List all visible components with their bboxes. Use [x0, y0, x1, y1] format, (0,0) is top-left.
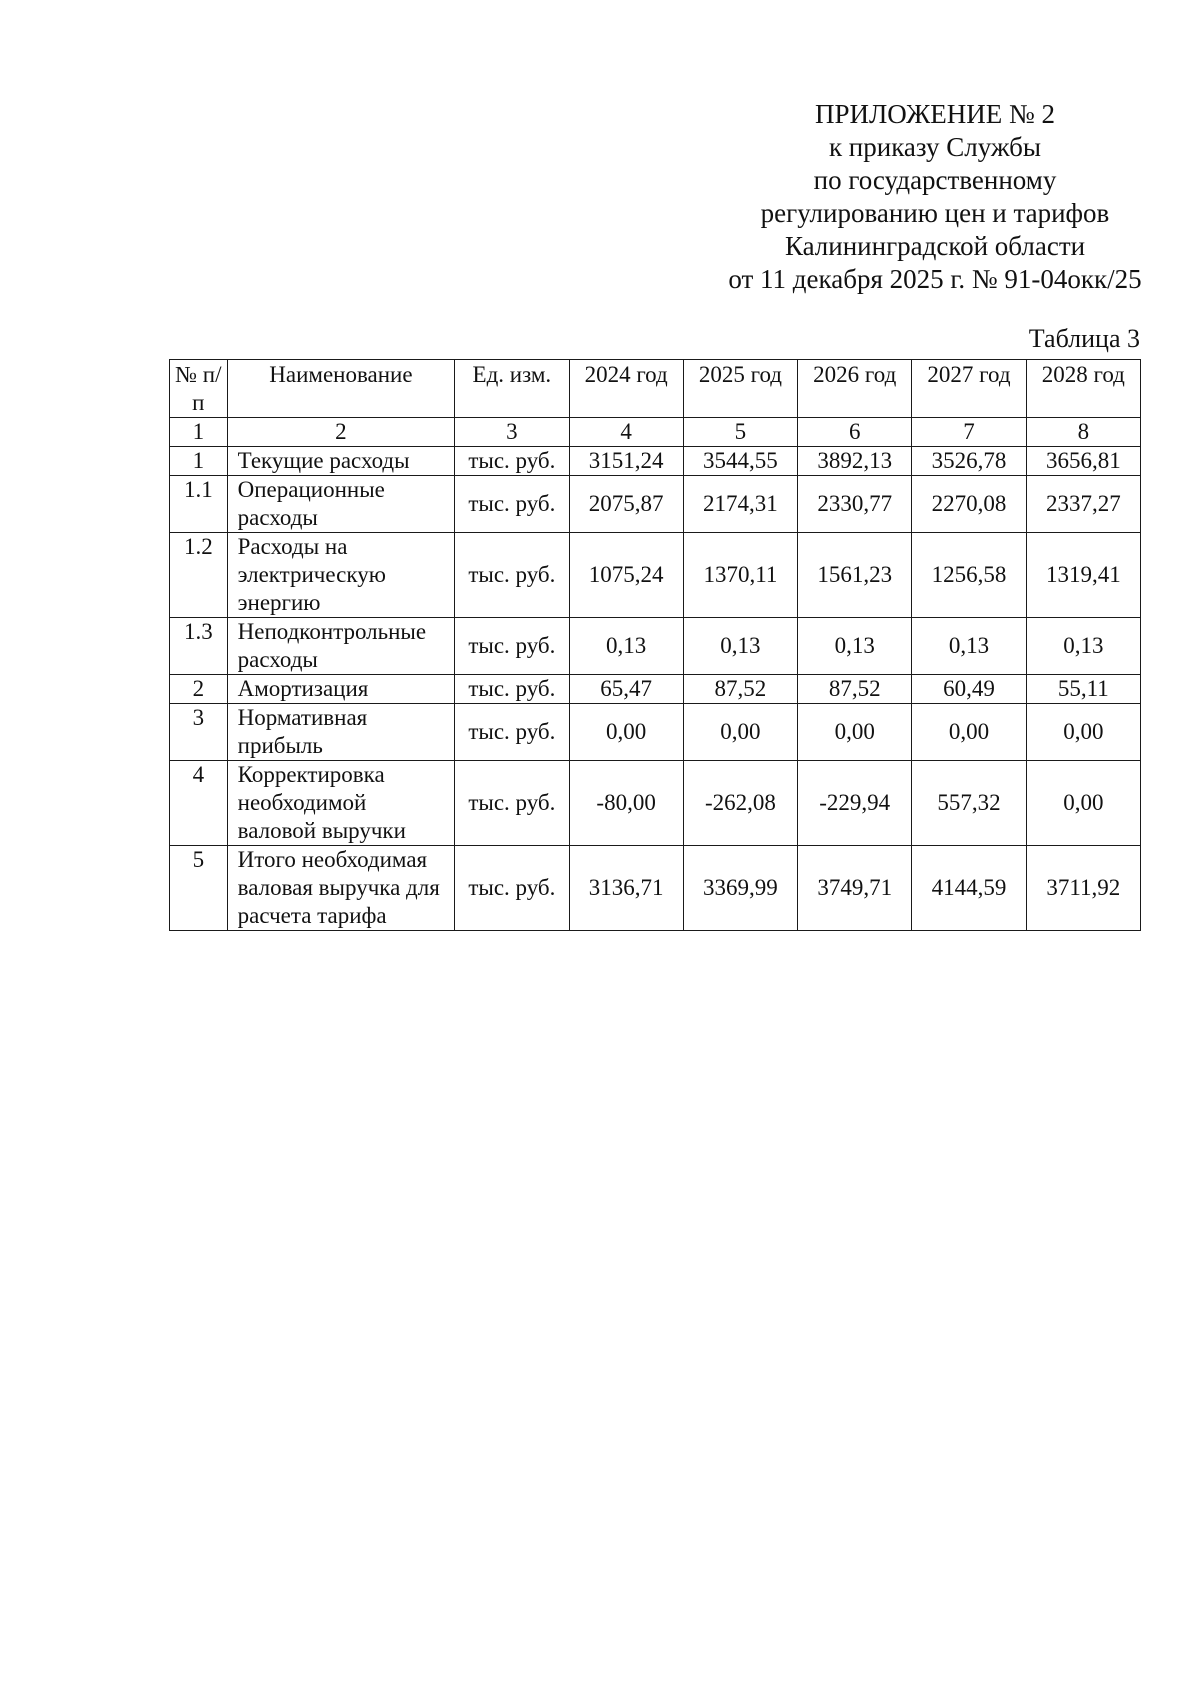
value-2025: 1370,11 [683, 533, 797, 618]
appendix-ref-line-4: Калининградской области [784, 231, 1086, 261]
header-cell-year-2024: 2024 год [569, 360, 683, 418]
value-2027: 2270,08 [912, 476, 1026, 533]
column-number-cell: 4 [569, 418, 683, 447]
value-2027: 4144,59 [912, 846, 1026, 931]
appendix-ref-line-2: по государственному [813, 165, 1057, 195]
value-2025: 2174,31 [683, 476, 797, 533]
value-2026: 87,52 [798, 675, 912, 704]
value-2028: 3656,81 [1026, 447, 1140, 476]
value-2026: 3749,71 [798, 846, 912, 931]
tariff-table [169, 359, 1141, 931]
row-unit: тыс. руб. [455, 476, 569, 533]
value-2025: 3369,99 [683, 846, 797, 931]
value-2025: 87,52 [683, 675, 797, 704]
value-2028: 0,00 [1026, 704, 1140, 761]
value-2025: 3544,55 [683, 447, 797, 476]
table-row [170, 704, 1141, 761]
column-number-cell: 1 [170, 418, 228, 447]
appendix-ref-line-3: регулированию цен и тарифов [760, 198, 1110, 228]
value-2024: 3151,24 [569, 447, 683, 476]
row-unit: тыс. руб. [455, 447, 569, 476]
column-number-row [170, 418, 1141, 447]
row-unit: тыс. руб. [455, 618, 569, 675]
row-unit: тыс. руб. [455, 846, 569, 931]
table-row [170, 846, 1141, 931]
row-unit: тыс. руб. [455, 533, 569, 618]
table-header-row [170, 360, 1141, 418]
column-number-cell: 6 [798, 418, 912, 447]
row-number: 4 [170, 761, 228, 846]
row-name: Неподконтрольные расходы [227, 618, 455, 675]
row-number: 1.3 [170, 618, 228, 675]
table-row [170, 533, 1141, 618]
value-2028: 1319,41 [1026, 533, 1140, 618]
value-2027: 557,32 [912, 761, 1026, 846]
row-name: Амортизация [227, 675, 455, 704]
row-unit: тыс. руб. [455, 761, 569, 846]
row-unit: тыс. руб. [455, 704, 569, 761]
table-row [170, 476, 1141, 533]
row-number: 1 [170, 447, 228, 476]
appendix-title: ПРИЛОЖЕНИЕ № 2 [814, 99, 1056, 129]
row-name: Текущие расходы [227, 447, 455, 476]
table-row [170, 618, 1141, 675]
value-2025: 0,00 [683, 704, 797, 761]
row-number: 1.1 [170, 476, 228, 533]
row-number: 5 [170, 846, 228, 931]
column-number-cell: 7 [912, 418, 1026, 447]
table-row [170, 675, 1141, 704]
value-2028: 55,11 [1026, 675, 1140, 704]
appendix-header [700, 98, 1170, 296]
value-2028: 0,00 [1026, 761, 1140, 846]
appendix-ref-line-1: к приказу Службы [828, 132, 1042, 162]
column-number-cell: 5 [683, 418, 797, 447]
column-number-cell: 8 [1026, 418, 1140, 447]
value-2028: 0,13 [1026, 618, 1140, 675]
row-name: Корректировка необходимой валовой выручки [227, 761, 455, 846]
value-2024: 0,13 [569, 618, 683, 675]
value-2028: 3711,92 [1026, 846, 1140, 931]
row-number: 1.2 [170, 533, 228, 618]
table-row [170, 761, 1141, 846]
header-cell-year-2027: 2027 год [912, 360, 1026, 418]
value-2024: 3136,71 [569, 846, 683, 931]
row-name: Нормативная прибыль [227, 704, 455, 761]
column-number-cell: 3 [455, 418, 569, 447]
appendix-order-date: от 11 декабря 2025 г. № 91-04окк/25 [728, 264, 1142, 294]
value-2027: 1256,58 [912, 533, 1026, 618]
value-2027: 3526,78 [912, 447, 1026, 476]
row-number: 2 [170, 675, 228, 704]
table-row [170, 447, 1141, 476]
row-name: Итого необходимая валовая выручка для расчета тарифа [227, 846, 455, 931]
table-caption: Таблица 3 [1028, 324, 1140, 353]
value-2026: 2330,77 [798, 476, 912, 533]
value-2025: 0,13 [683, 618, 797, 675]
value-2024: 0,00 [569, 704, 683, 761]
value-2027: 0,00 [912, 704, 1026, 761]
header-cell-number: № п/п [170, 360, 228, 418]
row-unit: тыс. руб. [455, 675, 569, 704]
value-2024: 1075,24 [569, 533, 683, 618]
row-number: 3 [170, 704, 228, 761]
value-2028: 2337,27 [1026, 476, 1140, 533]
header-cell-year-2028: 2028 год [1026, 360, 1140, 418]
header-cell-name: Наименование [227, 360, 455, 418]
value-2027: 0,13 [912, 618, 1026, 675]
value-2025: -262,08 [683, 761, 797, 846]
row-name: Расходы на электрическую энергию [227, 533, 455, 618]
value-2026: -229,94 [798, 761, 912, 846]
row-name: Операционные расходы [227, 476, 455, 533]
column-number-cell: 2 [227, 418, 455, 447]
value-2024: -80,00 [569, 761, 683, 846]
value-2026: 0,00 [798, 704, 912, 761]
value-2027: 60,49 [912, 675, 1026, 704]
value-2026: 3892,13 [798, 447, 912, 476]
value-2026: 1561,23 [798, 533, 912, 618]
value-2024: 2075,87 [569, 476, 683, 533]
value-2026: 0,13 [798, 618, 912, 675]
header-cell-year-2025: 2025 год [683, 360, 797, 418]
header-cell-year-2026: 2026 год [798, 360, 912, 418]
header-cell-unit: Ед. изм. [455, 360, 569, 418]
value-2024: 65,47 [569, 675, 683, 704]
